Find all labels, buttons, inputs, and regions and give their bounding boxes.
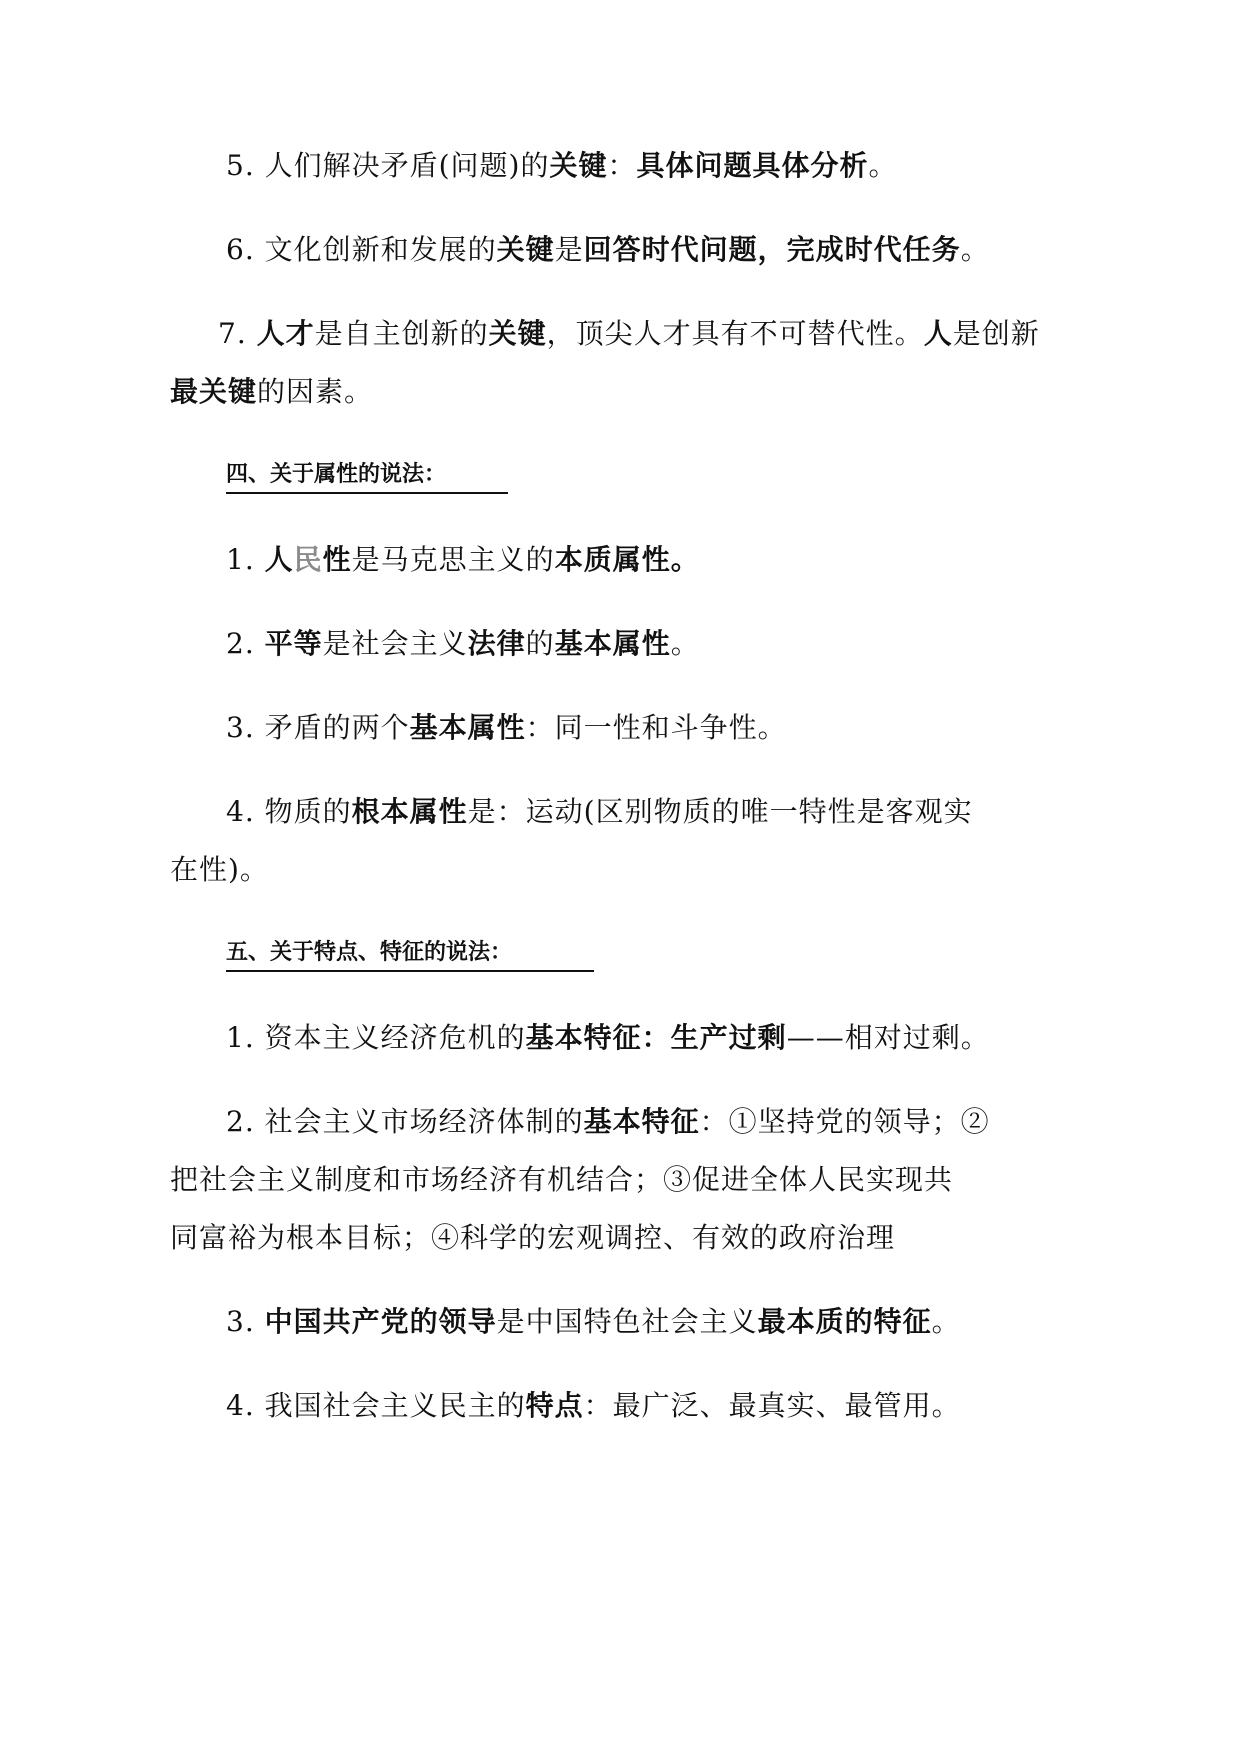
emphasis: 基本属性: [409, 711, 526, 744]
item-text: 是马克思主义的: [351, 543, 555, 576]
item-text: 是社会主义: [322, 627, 468, 660]
s5-item-3: [226, 1302, 961, 1342]
item-text: 。: [960, 233, 990, 266]
item-number: 1.: [226, 543, 255, 576]
emphasis: 人: [264, 543, 294, 576]
emphasis: 具体问题具体分析: [636, 149, 869, 182]
item-text: 同富裕为根本目标；④科学的宏观调控、有效的政府治理: [170, 1221, 896, 1254]
s5-item-2-line-1: [226, 1102, 990, 1142]
emphasis: 中国共产党的领导: [264, 1305, 497, 1338]
s4-item-1: [226, 540, 700, 580]
item-text: ——相对过剩。: [786, 1021, 990, 1054]
item-text: 人们解决矛盾(问题)的: [264, 149, 550, 182]
item-text: 把社会主义制度和市场经济有机结合；③促进全体人民实现共: [170, 1163, 954, 1196]
item-number: 3.: [226, 1305, 255, 1338]
item-text: ：最广泛、最真实、最管用。: [583, 1389, 961, 1422]
item-text: 社会主义市场经济体制的: [264, 1105, 584, 1138]
item-number: 2.: [226, 1105, 255, 1138]
item-text: ：同一性和斗争性。: [525, 711, 787, 744]
emphasis: 基本特征: [525, 1021, 642, 1054]
s5-item-4: [226, 1386, 961, 1426]
item-number: 6.: [226, 233, 255, 266]
emphasis: 民: [293, 543, 323, 576]
item-text: 。: [931, 1305, 961, 1338]
emphasis: 生产过剩: [670, 1021, 787, 1054]
s4-item-4-line-1: [226, 792, 973, 832]
emphasis: 最本质的特征: [757, 1305, 932, 1338]
emphasis: 法律: [467, 627, 526, 660]
item-text: 矛盾的两个: [264, 711, 410, 744]
item-7-line-1: [218, 314, 1040, 354]
item-text: 的: [525, 627, 555, 660]
emphasis: 最关键: [170, 375, 258, 408]
item-number: 5.: [226, 149, 255, 182]
item-text: ，顶尖人才具有不可替代性。: [546, 317, 924, 350]
item-text: 。: [670, 627, 700, 660]
emphasis: 基本属性: [554, 627, 671, 660]
s5-item-2-line-3: [170, 1218, 895, 1258]
item-text: 。: [670, 543, 700, 576]
item-number: 2.: [226, 627, 255, 660]
item-number: 3.: [226, 711, 255, 744]
emphasis: 关键: [549, 149, 608, 182]
item-text: ：: [641, 1021, 671, 1054]
item-text: 是：运动(区别物质的唯一特性是客观实: [467, 795, 973, 828]
item-text: 的因素。: [257, 375, 374, 408]
emphasis: 特点: [525, 1389, 584, 1422]
item-6: [226, 230, 990, 270]
emphasis: 回答时代问题，完成时代任务: [583, 233, 961, 266]
emphasis: 基本特征: [583, 1105, 700, 1138]
emphasis: 关键: [488, 317, 547, 350]
item-text: 是: [554, 233, 584, 266]
section-4-heading: 四、关于属性的说法：: [226, 460, 508, 494]
s4-item-3: [226, 708, 787, 748]
item-number: 4.: [226, 795, 255, 828]
item-number: 4.: [226, 1389, 255, 1422]
emphasis: 平等: [264, 627, 323, 660]
s5-item-2-line-2: [170, 1160, 953, 1200]
emphasis: 人: [923, 317, 953, 350]
item-text: 是中国特色社会主义: [496, 1305, 758, 1338]
emphasis: 性: [322, 543, 352, 576]
item-text: 我国社会主义民主的: [264, 1389, 526, 1422]
s4-item-4-line-2: [170, 850, 269, 890]
item-5: [226, 146, 898, 186]
item-text: 是创新: [952, 317, 1040, 350]
emphasis: 关键: [496, 233, 555, 266]
item-text: 。: [868, 149, 898, 182]
item-text: 资本主义经济危机的: [264, 1021, 526, 1054]
emphasis: 人才: [256, 317, 315, 350]
s4-item-2: [226, 624, 700, 664]
item-number: 7.: [218, 317, 247, 350]
item-text: 在性)。: [170, 853, 269, 886]
item-text: ：①坚持党的领导；②: [699, 1105, 990, 1138]
item-text: 文化创新和发展的: [264, 233, 497, 266]
item-text: ：: [607, 149, 637, 182]
item-7-line-2: [170, 372, 373, 412]
emphasis: 根本属性: [351, 795, 468, 828]
emphasis: 本质属性: [554, 543, 671, 576]
item-number: 1.: [226, 1021, 255, 1054]
item-text: 是自主创新的: [314, 317, 489, 350]
section-5-heading: 五、关于特点、特征的说法：: [226, 938, 594, 972]
item-text: 物质的: [264, 795, 352, 828]
s5-item-1: [226, 1018, 990, 1058]
